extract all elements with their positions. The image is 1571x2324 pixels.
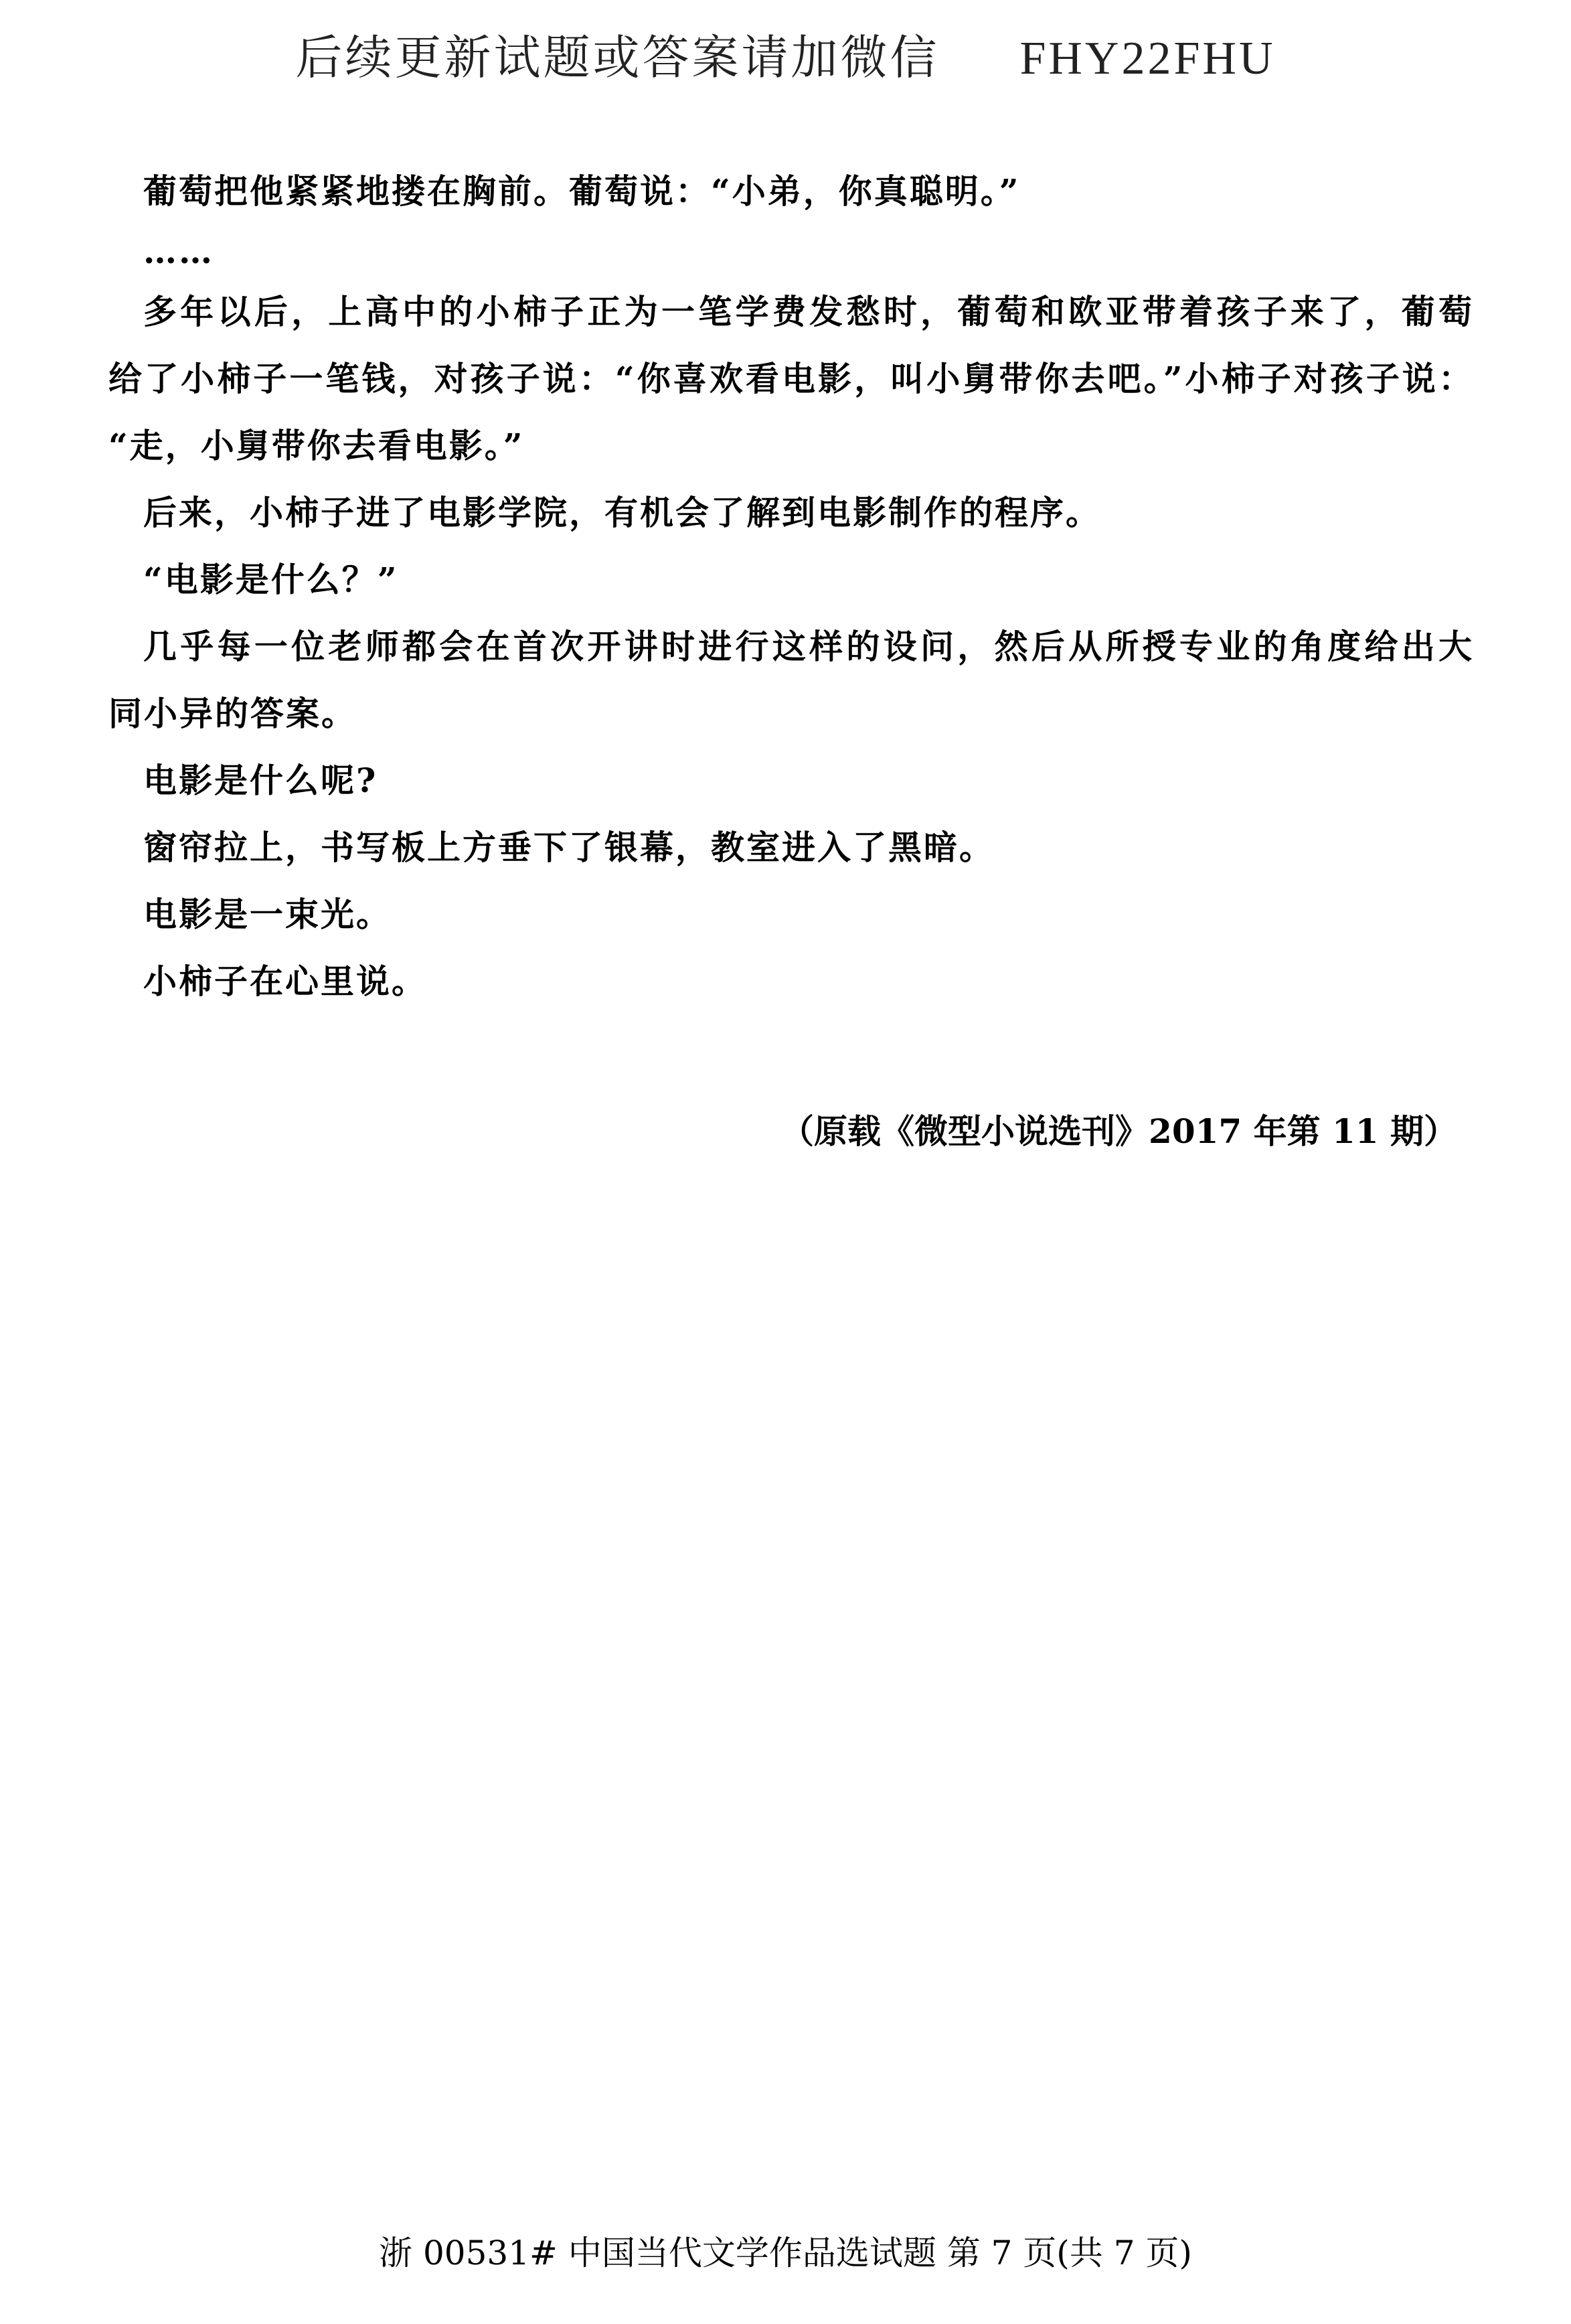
page-footer: 浙 00531# 中国当代文学作品选试题 第 7 页(共 7 页) [379,2234,1192,2272]
story-text [108,158,1474,1015]
paragraph-line: 多年以后，上高中的小柿子正为一笔学费发愁时，葡萄和欧亚带着孩子来了，葡萄 [143,292,1474,331]
wechat-code: FHY22FHU [1019,33,1276,84]
paragraph: 后来，小柿子进了电影学院，有机会了解到电影制作的程序。 [143,493,1101,532]
paragraph: 电影是什么呢? [143,761,378,800]
paragraph: 窗帘拉上，书写板上方垂下了银幕，教室进入了黑暗。 [143,828,995,867]
paragraph: 葡萄把他紧紧地搂在胸前。葡萄说：“小弟，你真聪明。” [143,171,1021,211]
paragraph: 小柿子在心里说。 [143,961,427,1001]
paragraph-line: 给了小柿子一笔钱，对孩子说：“你喜欢看电影，叫小舅带你去吧。”小柿子对孩子说： [108,359,1474,398]
source-citation: （原载《微型小说选刊》2017 年第 11 期） [780,1111,1457,1151]
header-text: 后续更新试题或答案请加微信 [295,30,940,85]
paragraph: 电影是一束光。 [143,895,392,934]
paragraph: “电影是什么？” [143,560,399,599]
paragraph-line: “走，小舅带你去看电影。” [108,426,525,465]
paragraph-line: 同小异的答案。 [108,694,357,733]
page-header [0,20,1571,88]
paragraph-line: 几乎每一位老师都会在首次开讲时进行这样的设问，然后从所授专业的角度给出大 [143,627,1474,666]
ellipsis: …… [143,232,214,271]
